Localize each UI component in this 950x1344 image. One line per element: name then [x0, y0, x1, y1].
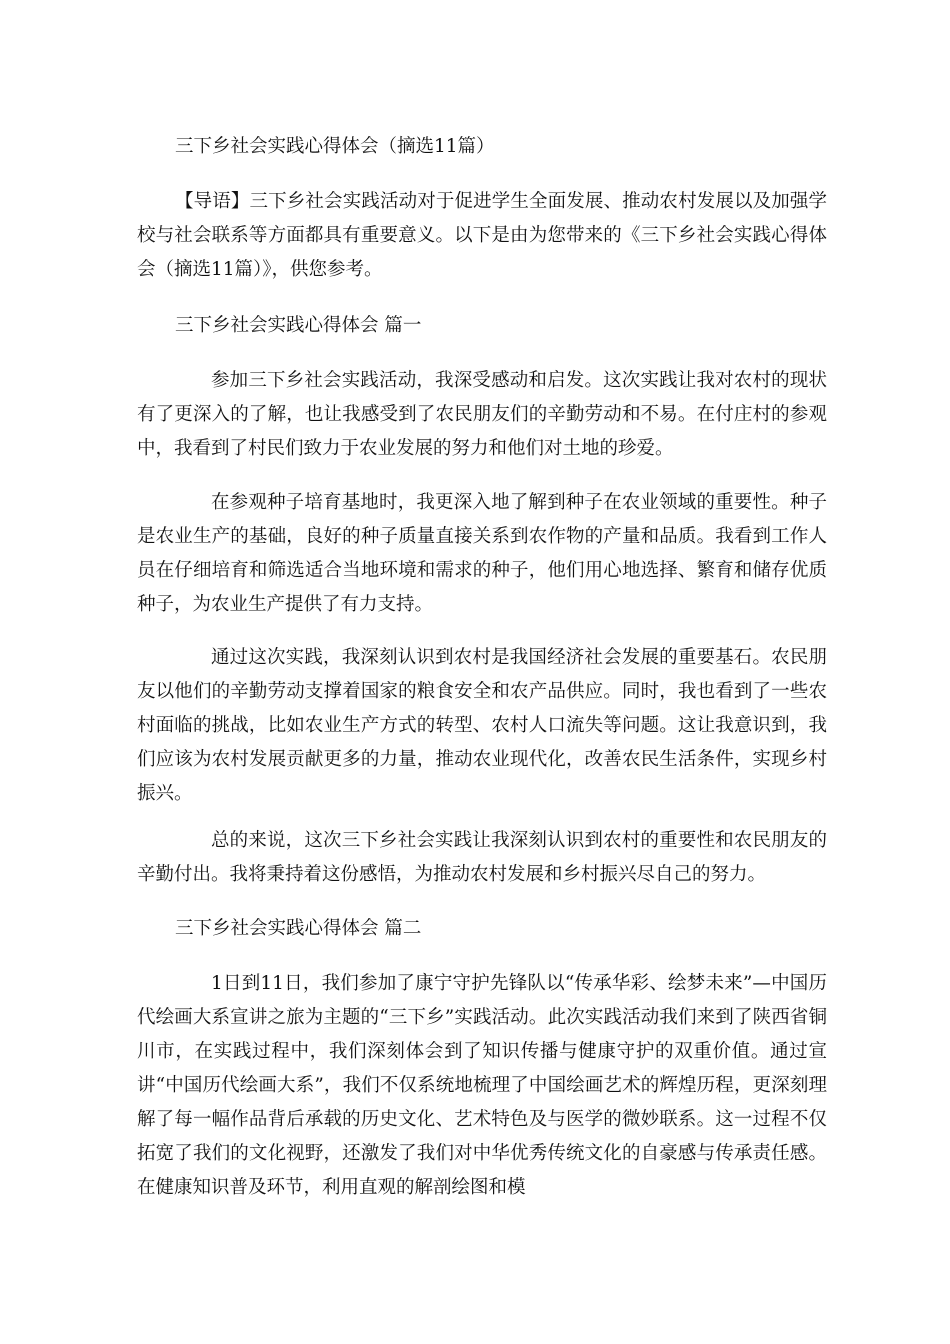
section-1-heading: 三下乡社会实践心得体会 篇一: [175, 315, 422, 336]
section-1-paragraph-1: 参加三下乡社会实践活动，我深受感动和启发。这次实践让我对农村的现状有了更深入的了解，也让我感受到了农民朋友们的辛勤劳动和不易。在付庄村的参观中，我看到了村民们致力于农业发展的努力和他们对土地的珍爱。: [137, 370, 827, 459]
section-1-paragraph-2: 在参观种子培育基地时，我更深入地了解到种子在农业领域的重要性。种子是农业生产的基础，良好的种子质量直接关系到农作物的产量和品质。我看到工作人员在仔细培育和筛选适合当地环境和需求的种子，他们用心地选择、繁育和储存优质种子，为农业生产提供了有力支持。: [137, 492, 827, 615]
document-title: 三下乡社会实践心得体会（摘选11篇）: [175, 136, 495, 157]
intro-paragraph: [137, 185, 827, 287]
section-1-paragraph-3: 通过这次实践，我深刻认识到农村是我国经济社会发展的重要基石。农民朋友以他们的辛勤劳动支撑着国家的粮食安全和农产品供应。同时，我也看到了一些农村面临的挑战，比如农业生产方式的转型、农村人口流失等问题。这让我意识到，我们应该为农村发展贡献更多的力量，推动农业现代化，改善农民生活条件，实现乡村振兴。: [137, 647, 827, 804]
section-2-paragraph-1: 1日到11日，我们参加了康宁守护先锋队以“传承华彩、绘梦未来”—中国历代绘画大系宣讲之旅为主题的“三下乡”实践活动。此次实践活动我们来到了陕西省铜川市，在实践过程中，我们深刻体会到了知识传播与健康守护的双重价值。通过宣讲“中国历代绘画大系”，我们不仅系统地梳理了中国绘画艺术的辉煌历程，更深刻理解了每一幅作品背后承载的历史文化、艺术特色及与医学的微妙联系。这一过程不仅拓宽了我们的文化视野，还激发了我们对中华优秀传统文化的自豪感与传承责任感。在健康知识普及环节，利用直观的解剖绘图和模: [137, 973, 827, 1198]
section-1-paragraph-4: 总的来说，这次三下乡社会实践让我深刻认识到农村的重要性和农民朋友的辛勤付出。我将秉持着这份感悟，为推动农村发展和乡村振兴尽自己的努力。: [137, 830, 827, 885]
section-2-heading: 三下乡社会实践心得体会 篇二: [175, 918, 422, 939]
intro-text: 【导语】三下乡社会实践活动对于促进学生全面发展、推动农村发展以及加强学校与社会联系等方面都具有重要意义。以下是由为您带来的《三下乡社会实践心得体会（摘选11篇）》，供您参考。: [137, 191, 827, 280]
